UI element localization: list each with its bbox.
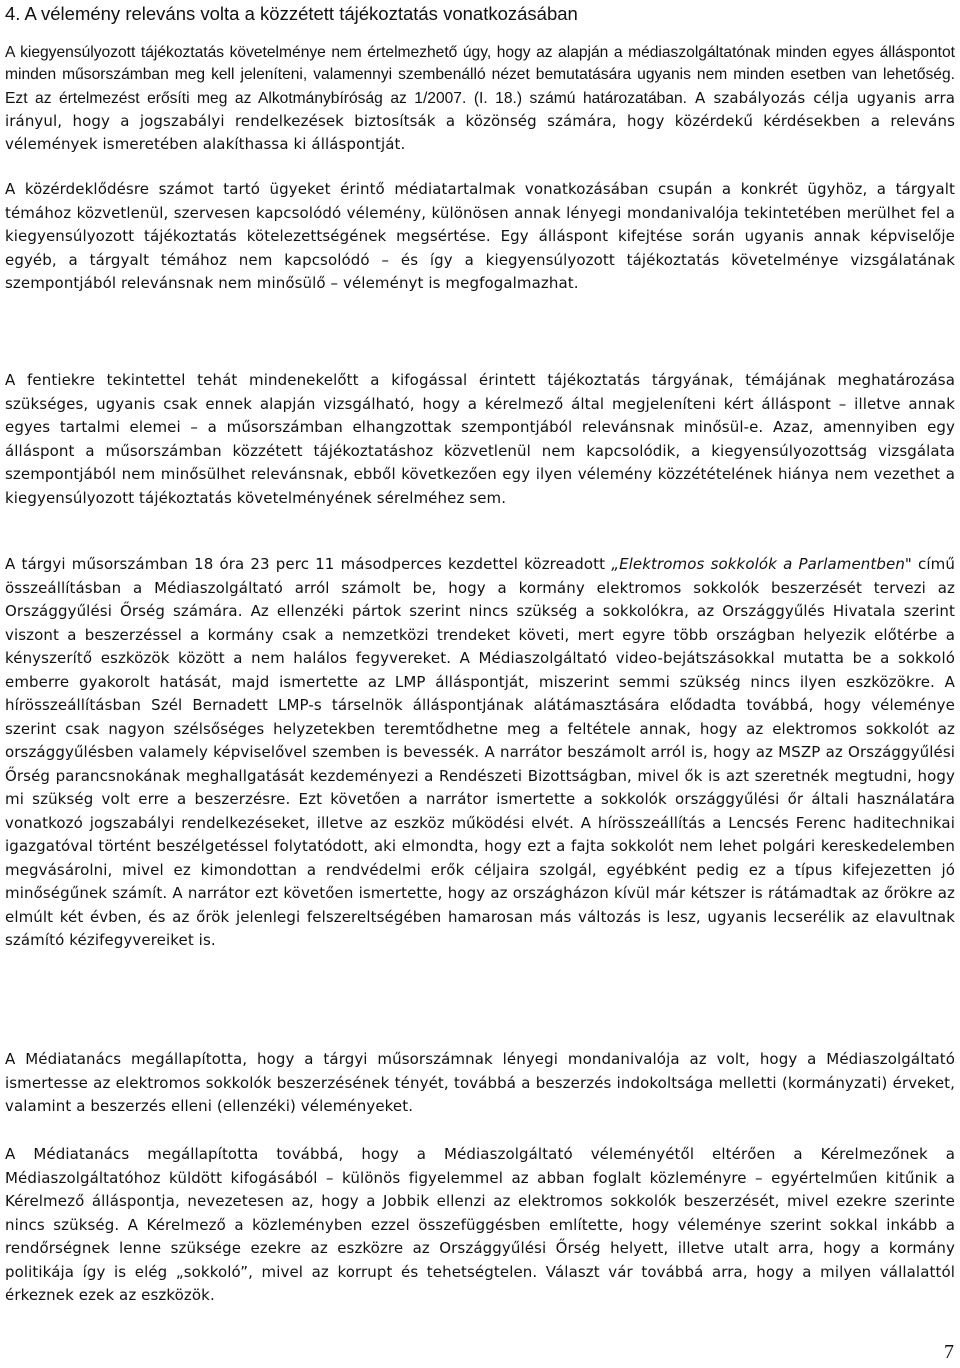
paragraph-4-segment-3: című összeállításban a Médiaszolgáltató arról számolt be, hogy a kormány elektromos sokkolók beszerzését tervezi az Országgyűlési Őrség számára. Az ellenzéki pártok szerint nincs szükség a sokkolókra, az Országgyűlés Hivatala szerint viszont a beszerzéssel a kormány csak a nemzetközi trendeket követi, mert egyre több országban helyezik előtérbe a kényszerítő eszközök között a nem halálos fegyvereket. A Médiaszolgáltató video-bejátszásokkal mutatta be a sokkoló emberre gyakorolt hatását, majd ismertette az LMP álláspontját, miszerint semmi szükség nincs ilyen eszközökre. A hírösszeállításban Szél Bernadett LMP-s társelnök álláspontjának alátámasztására elődadta továbbá, hogy véleménye szerint csak nagyon szélsőséges helyzetekben teremtődhetne meg a feltétele annak, hogy az elektromos sokkolót az országgyűlésben valamely képviselővel szemben is bevessék. A narrátor beszámolt arról is, hogy az MSZP az Országgyűlési Őrség parancsnokának meghallgatását kezdeményezi a Rendészeti Bizottságban, mivel ők is azt szeretnék megtudni, hogy mi szükség volt erre a beszerzésre. Ezt követően a narrátor ismertette a sokkolók országgyűlési őr általi használatára vonatkozó jogszabályi rendelkezéseket, illetve az eszköz működési elvét. A hírösszeállítás a Lencsés Ferenc haditechnikai igazgatóval történt beszélgetéssel folytatódott, aki elmondta, hogy ezt a fajta sokkolót nem lehet polgári kereskedelemben megvásárolni, mivel ez kimondottan a rendvédelmi erők céljaira szolgál, egyébként pedig ez a típus kifejezetten jó minőségűnek számít. A narrátor ezt követően ismertette, hogy az országházon kívül már kétszer is rátámadtak az őrökre az elmúlt két évben, és az őrök jelenlegi felszereltségében hamarosan más változás is lesz, ugyanis lecserélik az elavultnak számító kézifegyvereiket is. xyxy=(5,555,955,949)
paragraph-6 xyxy=(5,1143,955,1308)
paragraph-3 xyxy=(5,369,955,510)
program-title: „Elektromos sokkolók a Parlamentben" xyxy=(611,555,912,573)
paragraph-1 xyxy=(5,42,955,156)
paragraph-3-text: A fentiekre tekintettel tehát mindenekelőtt a kifogással érintett tájékoztatás tárgyának, témájának meghatározása szükséges, ugyanis csak ennek alapján vizsgálható, hogy a kérelmező által megjeleníteni kért álláspont – illetve annak egyes tartalmi elemei – a műsorszámban elhangzottak szempontjából relevánsnak minősül-e. Azaz, amennyiben egy álláspont a műsorszámban közzétett tájékoztatáshoz közvetlenül nem kapcsolódik, a kiegyensúlyozottság vizsgálata szempontjából nem minősülhet relevánsnak, ebből következően egy ilyen vélemény közzétételének hiánya nem vezethet a kiegyensúlyozott tájékoztatás követelményének sérelméhez sem. xyxy=(5,371,955,507)
paragraph-4-segment-1: A tárgyi műsorszámban 18 óra 23 perc 11 másodperces kezdettel közreadott xyxy=(5,555,612,573)
section-heading: 4. A vélemény releváns volta a közzétett tájékoztatás vonatkozásában xyxy=(5,3,578,24)
paragraph-2-text: A közérdeklődésre számot tartó ügyeket érintő médiatartalmak vonatkozásában csupán a konkrét ügyhöz, a tárgyalt témához közvetlenül, szervesen kapcsolódó vélemény, különösen annak lényegi mondanivalója tekintetében merülhet fel a kiegyensúlyozott tájékoztatás kötelezettségének megsértése. Egy álláspont kifejtése során ugyanis annak képviselője egyéb, a tárgyalt témához nem kapcsolódó – és így a kiegyensúlyozott tájékoztatás követelménye vizsgálatának szempontjából relevánsnak nem minősülő – véleményt is megfogalmazhat. xyxy=(5,180,955,292)
page-number: 7 xyxy=(944,1341,954,1363)
paragraph-1-segment-2: A szabályozás célja ugyanis arra irányul, hogy a jogszabályi rendelkezések biztosítsák a közönség számára, hogy közérdekű kérdésekben a releváns vélemények ismeretében alakíthassa ki álláspontját. xyxy=(5,88,955,154)
paragraph-6-text: A Médiatanács megállapította továbbá, hogy a Médiaszolgáltató véleményétől eltérően a Kérelmezőnek a Médiaszolgáltatóhoz küldött kifogásából – különös figyelemmel az abban foglalt közleményre – egyértelműen kitűnik a Kérelmező álláspontja, nevezetesen az, hogy a Jobbik ellenzi az elektromos sokkolók beszerzését, mivel ezekre szerinte nincs szükség. A Kérelmező a közleményben ezzel összefüggésben említette, hogy véleménye szerint sokkal inkább a rendőrségnek lenne szüksége ezekre az eszközre az Országgyűlési Őrség helyett, illetve utalt arra, hogy a kormány politikája így is elég „sokkoló”, mivel az korrupt és tehetségtelen. Választ vár továbbá arra, hogy a milyen vállalattól érkeznek ezek az eszközök. xyxy=(5,1145,955,1304)
paragraph-4 xyxy=(5,553,955,953)
paragraph-1-segment-1: A kiegyensúlyozott tájékoztatás követelménye nem értelmezhető úgy, hogy az alapján a médiaszolgáltatónak minden egyes álláspontot minden műsorszámban meg kell jeleníteni, valamennyi szembenálló nézet bemutatására ugyanis nem minden esetben van lehetőség. Ezt az értelmezést erősíti meg az Alkotmánybíróság az 1/2007. (I. 18.) számú határozatában. xyxy=(5,44,955,107)
paragraph-5 xyxy=(5,1048,955,1119)
paragraph-2 xyxy=(5,178,955,296)
paragraph-5-text: A Médiatanács megállapította, hogy a tárgyi műsorszámnak lényegi mondanivalója az volt, hogy a Médiaszolgáltató ismertesse az elektromos sokkolók beszerzésének tényét, továbbá a beszerzés indokoltsága melletti (kormányzati) érveket, valamint a beszerzés elleni (ellenzéki) véleményeket. xyxy=(5,1050,955,1115)
